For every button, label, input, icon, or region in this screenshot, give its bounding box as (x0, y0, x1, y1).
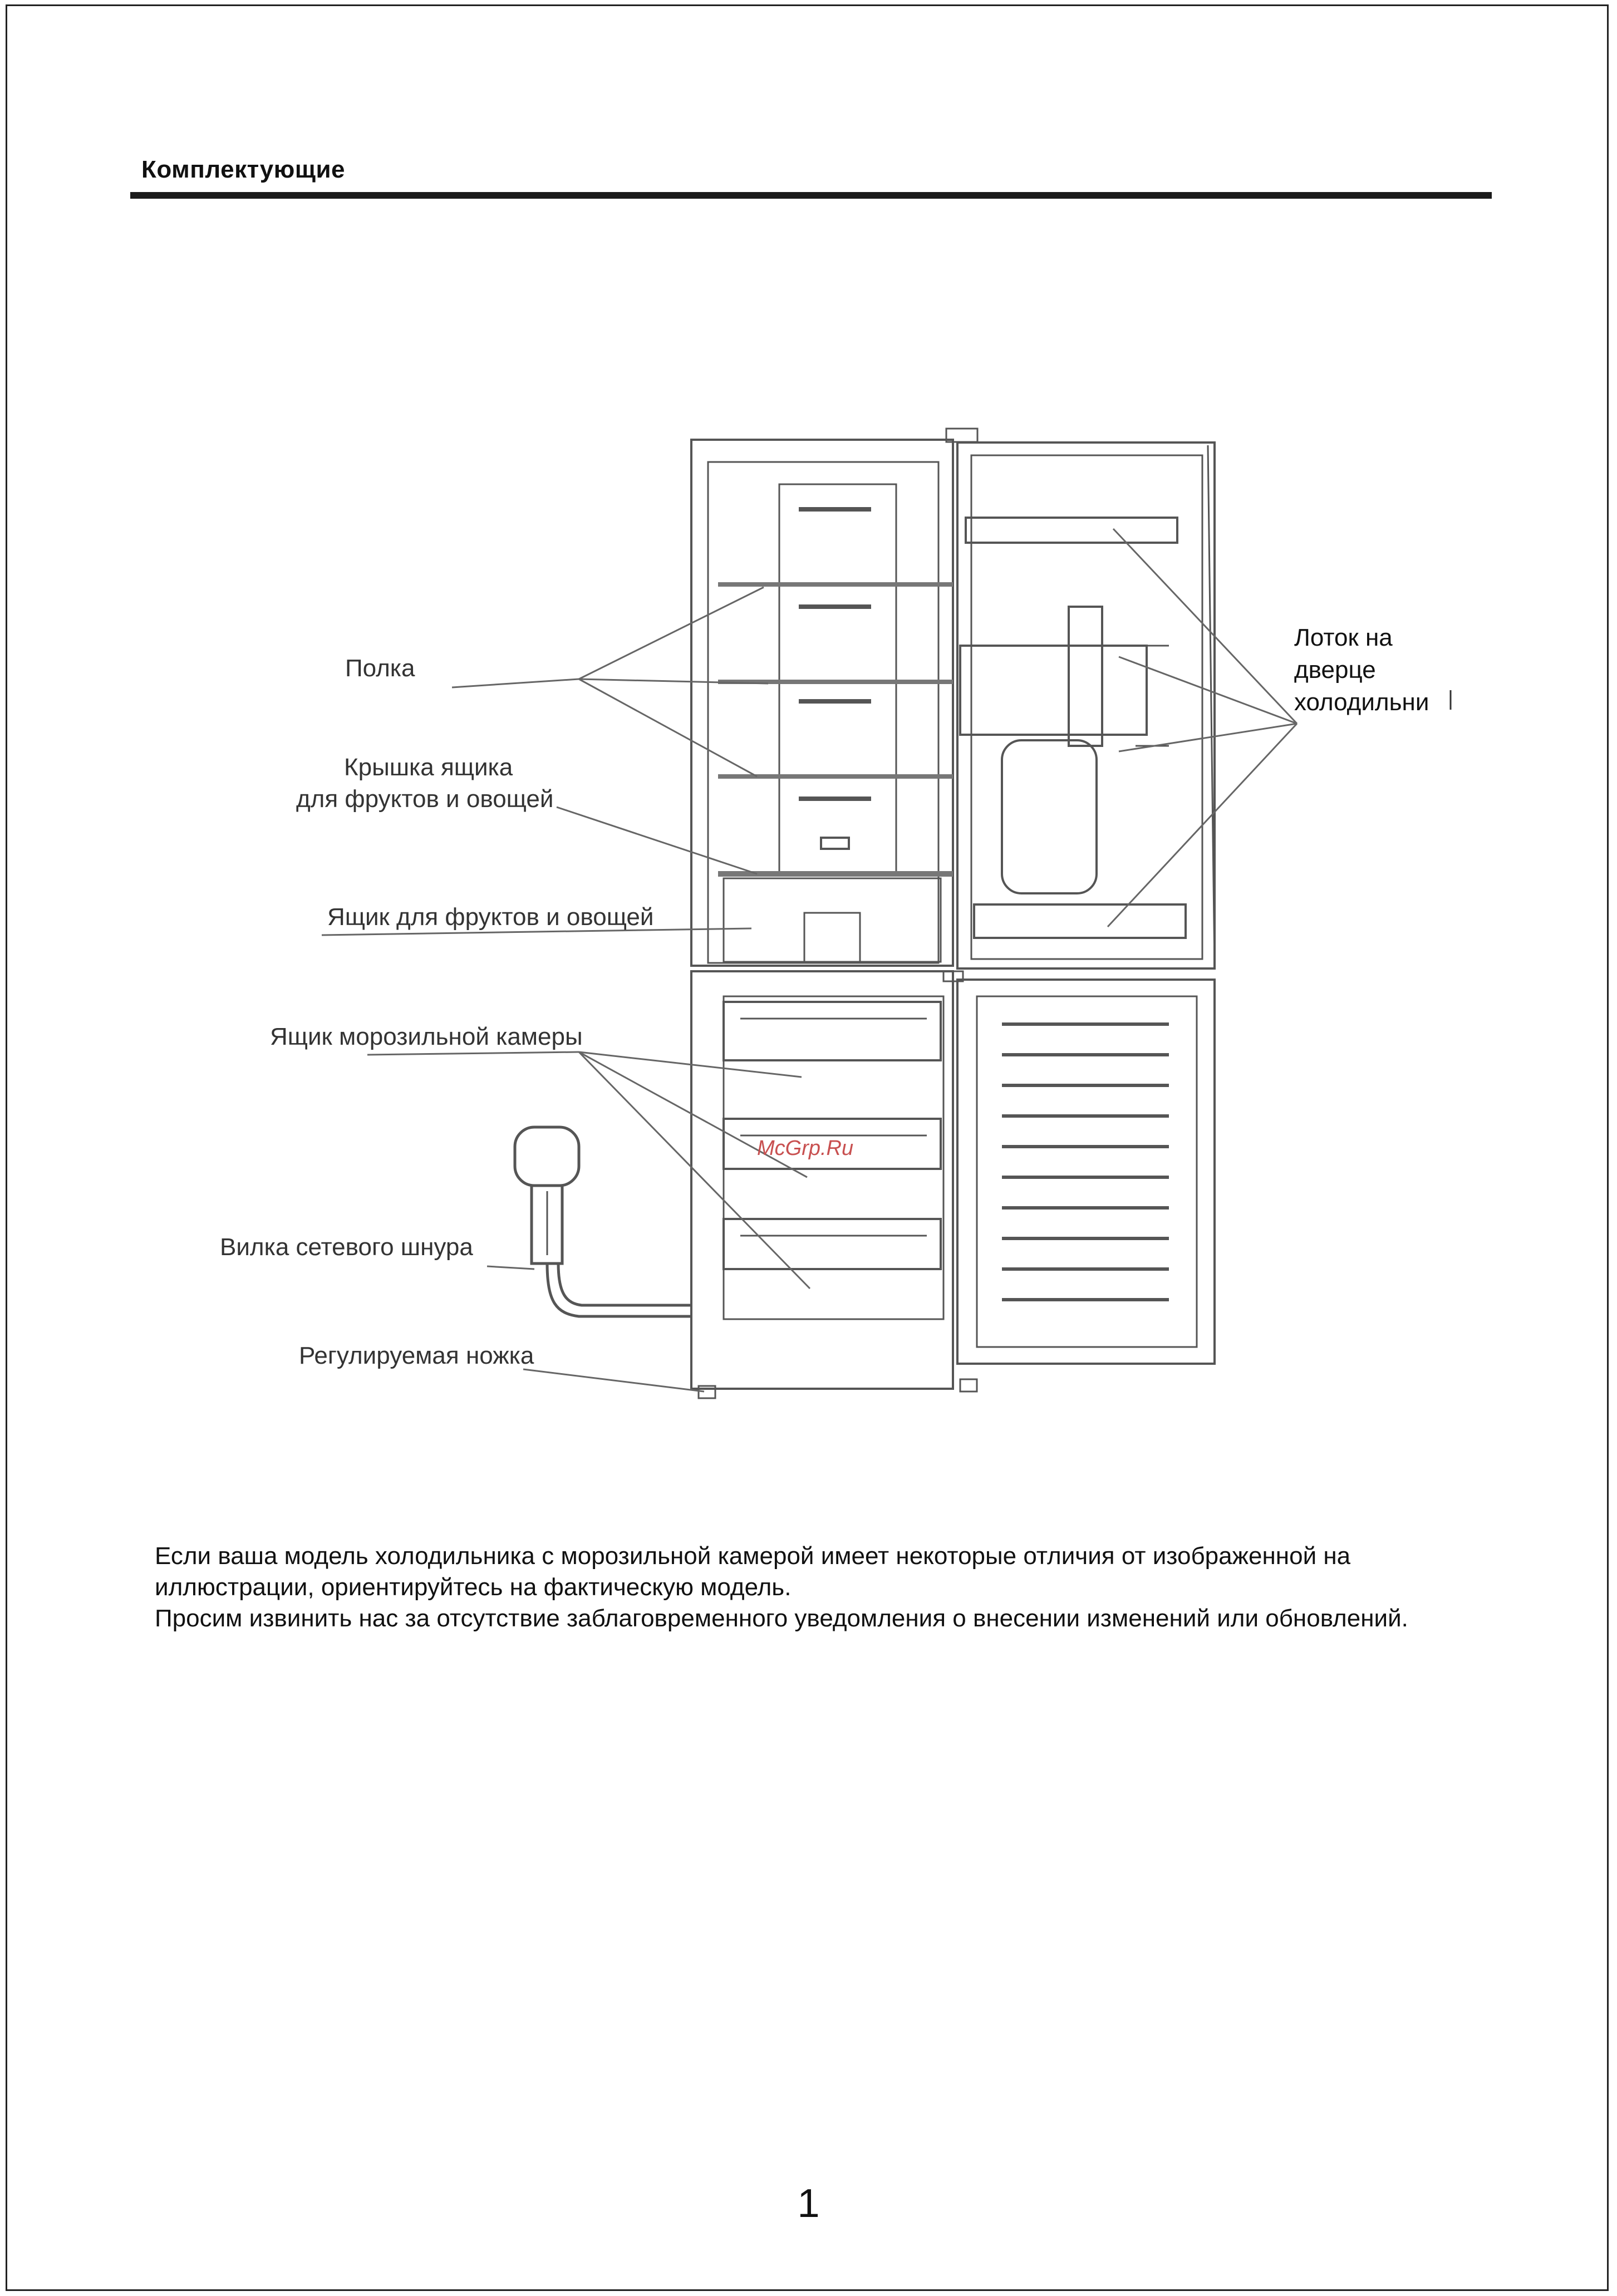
label-adjustable-foot: Регулируемая ножка (299, 1342, 534, 1369)
watermark: McGrp.Ru (757, 1137, 854, 1160)
power-plug-drawing (515, 1127, 691, 1316)
label-crisper-drawer: Ящик для фруктов и овощей (327, 903, 654, 931)
note-paragraph-1: Если ваша модель холодильника с морозильной камерой имеет некоторые отличия от изображенной на иллюстрации, ориентируйтесь на фактическую модель. (155, 1542, 1351, 1601)
freezer-cabinet (691, 971, 953, 1389)
fridge-door (957, 443, 1215, 968)
label-door-tray-3: холодильни (1294, 689, 1429, 716)
label-freezer-drawer: Ящик морозильной камеры (270, 1023, 583, 1050)
door-tray-top (966, 518, 1177, 543)
label-power-plug: Вилка сетевого шнура (220, 1233, 473, 1261)
freezer-drawer-3 (724, 1219, 941, 1269)
section-title: Комплектующие (141, 156, 345, 183)
note-text (155, 1541, 1502, 1634)
freezer-drawer-1 (724, 1002, 941, 1060)
foot-right (960, 1379, 977, 1392)
crisper-drawer (724, 878, 941, 962)
label-crisper-cover-2: для фруктов и овощей (296, 785, 554, 813)
door-tray-bottom (974, 904, 1186, 938)
freezer-door (957, 980, 1215, 1364)
fridge-compartment (708, 462, 938, 963)
label-shelf: Полка (345, 655, 415, 682)
label-crisper-cover-1: Крышка ящика (344, 754, 513, 781)
door-tray-mid (960, 646, 1147, 735)
bottle-holder (1002, 740, 1097, 893)
page-number: 1 (797, 2181, 820, 2226)
inner-panel (779, 484, 896, 874)
note-paragraph-2: Просим извинить нас за отсутствие заблаговременного уведомления о внесении изменений или обновлений. (155, 1605, 1408, 1632)
freezer-door-ribs (1002, 1024, 1169, 1300)
label-door-tray-1: Лоток на (1294, 624, 1393, 651)
label-door-tray-2: дверце (1294, 656, 1376, 684)
